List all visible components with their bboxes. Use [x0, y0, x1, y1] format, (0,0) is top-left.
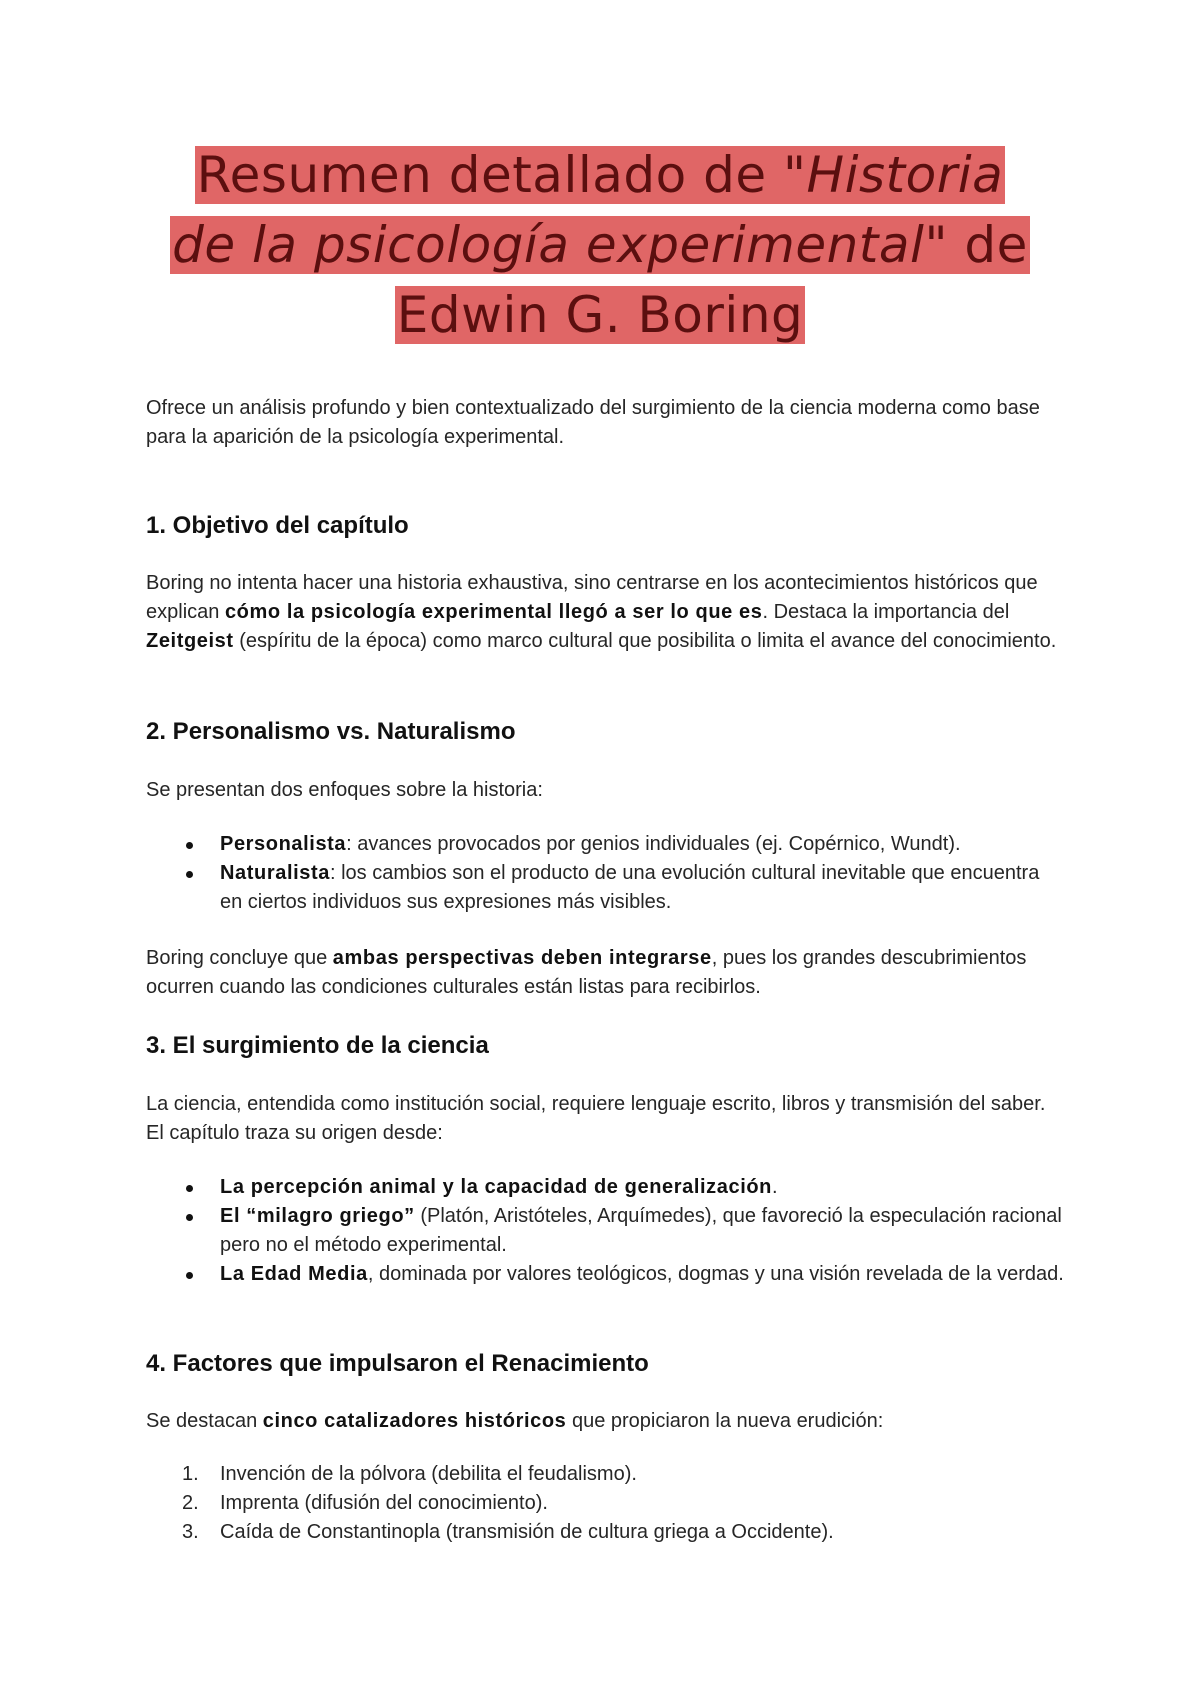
section-3-intro: La ciencia, entendida como institución social, requiere lenguaje escrito, libros y transmisión del saber. El capítulo traza su origen desde:	[146, 1093, 1046, 1144]
section-1-paragraph: Boring no intenta hacer una historia exhaustiva, sino centrarse en los acontecimientos históricos que explican cómo la psicología experimental llegó a ser lo que es. Destaca la importancia del Zeitgeist (espíritu de la época) como marco cultural que posibilita o limita el avance del conocimiento.	[146, 572, 1057, 652]
list-item: 2. Imprenta (difusión del conocimiento).	[182, 1492, 548, 1514]
bullet-icon	[186, 842, 193, 849]
list-item: 3. Caída de Constantinopla (transmisión de cultura griega a Occidente).	[182, 1521, 834, 1543]
section-3-heading: 3. El surgimiento de la ciencia	[146, 1032, 489, 1059]
section-2-heading: 2. Personalismo vs. Naturalismo	[146, 718, 516, 745]
section-3-list	[146, 1173, 1066, 1289]
list-item: La percepción animal y la capacidad de generalización.	[146, 1173, 1066, 1202]
section-2-paragraph: Boring concluye que ambas perspectivas deben integrarse, pues los grandes descubrimientos ocurren cuando las condiciones culturales están listas para recibirlos.	[146, 947, 1027, 998]
bullet-icon	[186, 1214, 193, 1221]
list-item: La Edad Media, dominada por valores teológicos, dogmas y una visión revelada de la verdad.	[146, 1260, 1066, 1289]
list-item: Personalista: avances provocados por genios individuales (ej. Copérnico, Wundt).	[146, 830, 1066, 859]
section-2-list	[146, 830, 1066, 917]
list-item: Naturalista: los cambios son el producto de una evolución cultural inevitable que encuentra en ciertos individuos sus expresiones más visibles.	[146, 859, 1066, 917]
section-4-list	[146, 1460, 1066, 1547]
list-item: 1. Invención de la pólvora (debilita el feudalismo).	[182, 1463, 637, 1485]
bullet-icon	[186, 871, 193, 878]
section-1-heading: 1. Objetivo del capítulo	[146, 512, 409, 539]
section-4-intro: Se destacan cinco catalizadores históricos que propiciaron la nueva erudición:	[146, 1410, 884, 1432]
intro-paragraph: Ofrece un análisis profundo y bien contextualizado del surgimiento de la ciencia moderna como base para la aparición de la psicología experimental.	[146, 397, 1040, 448]
section-4-heading: 4. Factores que impulsaron el Renacimiento	[146, 1350, 649, 1377]
title-line-2: de la psicología experimental" de	[172, 216, 1028, 274]
title-line-1: Resumen detallado de "Historia	[196, 146, 1004, 204]
list-item: El “milagro griego” (Platón, Aristóteles, Arquímedes), que favoreció la especulación racional pero no el método experimental.	[146, 1202, 1066, 1260]
bullet-icon	[186, 1185, 193, 1192]
bullet-icon	[186, 1272, 193, 1279]
section-2-intro: Se presentan dos enfoques sobre la historia:	[146, 779, 543, 801]
document-title	[120, 140, 1080, 350]
title-line-3: Edwin G. Boring	[396, 286, 804, 344]
